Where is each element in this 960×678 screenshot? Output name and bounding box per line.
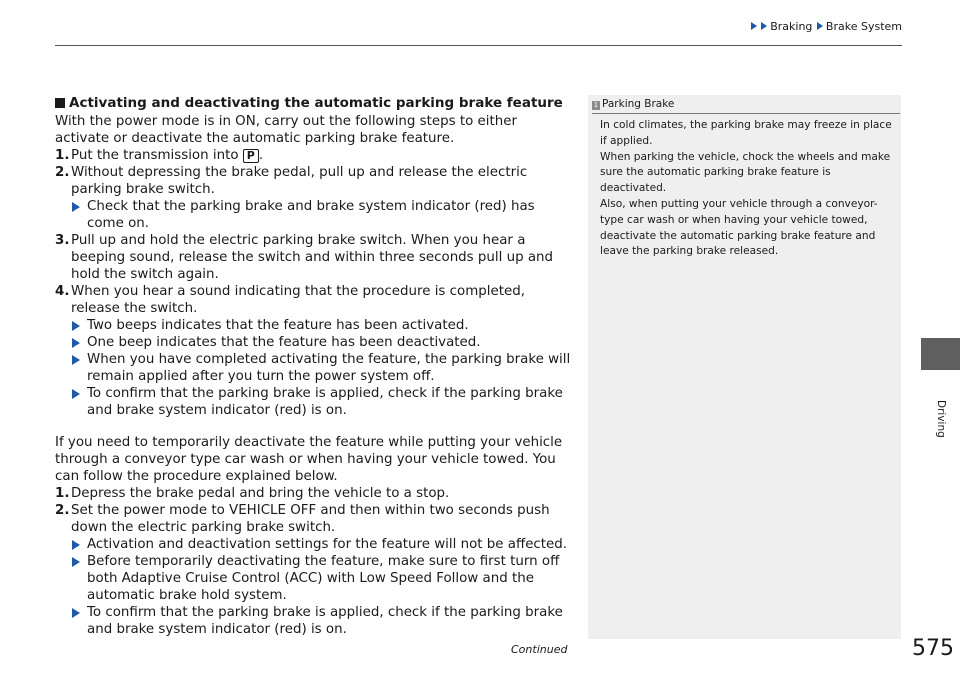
sub-item (71, 317, 575, 334)
sub-item-text: Activation and deactivation settings for the feature will not be affected. (87, 537, 568, 552)
sidebar-note (588, 95, 901, 639)
temp-step-1 (55, 485, 575, 502)
sub-item (71, 198, 575, 232)
sidebar-body: In cold climates, the parking brake may freeze in place if applied. When parking the vehicle, chock the wheels and make sure the automatic parking brake feature is deactivated. Also, when putting your vehicle through a conveyor-type car wash or when having your vehicle towed, deactivate the automatic parking brake feature and leave the parking brake released. (600, 119, 892, 258)
note-number-icon: 1 (593, 101, 599, 109)
step-number: 1. (55, 148, 70, 163)
step-1 (55, 147, 575, 164)
arrow-bullet-icon (72, 540, 80, 550)
step-number: 2. (55, 503, 70, 518)
breadcrumb-brake-system[interactable]: Brake System (825, 20, 902, 33)
arrow-bullet-icon (72, 389, 80, 399)
arrow-bullet-icon (72, 338, 80, 348)
square-bullet-icon (55, 98, 65, 108)
sub-item (71, 351, 575, 385)
arrow-bullet-icon (72, 557, 80, 567)
temporary-intro-text: If you need to temporarily deactivate the feature while putting your vehicle through a conveyor type car wash or when having your vehicle towed. You can follow the procedure explained below. (55, 435, 563, 484)
step-text-end: . (258, 148, 264, 163)
sidebar-title-text[interactable]: Parking Brake (602, 98, 675, 110)
arrow-bullet-icon (72, 608, 80, 618)
breadcrumb-braking[interactable]: Braking (770, 20, 813, 33)
main-content (55, 95, 575, 638)
step-text: Pull up and hold the electric parking brake switch. When you hear a beeping sound, release the switch and within three seconds pull up and hold the switch again. (71, 233, 554, 282)
arrow-icon (751, 22, 757, 30)
step-text: Without depressing the brake pedal, pull up and release the electric parking brake switch. (71, 165, 528, 197)
arrow-bullet-icon (72, 202, 80, 212)
intro-text: With the power mode is in ON, carry out the following steps to either activate or deactivate the automatic parking brake feature. (55, 114, 517, 146)
step-3 (55, 232, 575, 283)
arrow-bullet-icon (72, 355, 80, 365)
step-text: When you hear a sound indicating that the procedure is completed, release the switch. (71, 284, 525, 316)
sub-item (71, 385, 575, 419)
step-2 (55, 164, 575, 198)
sidebar-title (592, 98, 901, 110)
sub-item-text: Two beeps indicates that the feature has been activated. (87, 318, 469, 333)
chapter-tab[interactable] (921, 338, 960, 370)
step-text: Put the transmission into (71, 148, 239, 163)
sub-item-text: One beep indicates that the feature has been deactivated. (87, 335, 481, 350)
sub-item (71, 536, 575, 553)
breadcrumb (750, 20, 902, 33)
sub-item-text: To confirm that the parking brake is applied, check if the parking brake and brake system indicator (red) is on. (87, 605, 563, 637)
arrow-icon (817, 22, 823, 30)
step-number: 3. (55, 233, 70, 248)
sub-item (71, 334, 575, 351)
sub-item (71, 553, 575, 604)
park-key-icon: P (243, 149, 259, 163)
section-heading-text: Activating and deactivating the automatic parking brake feature (69, 95, 563, 111)
chapter-tab-label[interactable]: Driving (935, 400, 947, 438)
sub-item-text: When you have completed activating the feature, the parking brake will remain applied after you turn the power system off. (87, 352, 571, 384)
page-number: 575 (912, 636, 954, 661)
temp-step-2 (55, 502, 575, 536)
step-number: 4. (55, 284, 70, 299)
arrow-bullet-icon (72, 321, 80, 331)
sidebar-divider (592, 113, 900, 114)
header-divider (55, 45, 902, 46)
sub-item-text: To confirm that the parking brake is applied, check if the parking brake and brake system indicator (red) is on. (87, 386, 563, 418)
section-heading (55, 95, 575, 112)
continued-label: Continued (511, 643, 568, 656)
step-text: Set the power mode to VEHICLE OFF and then within two seconds push down the electric parking brake switch. (71, 503, 550, 535)
sub-item-text: Check that the parking brake and brake system indicator (red) has come on. (87, 199, 535, 231)
sub-item (71, 604, 575, 638)
arrow-icon (761, 22, 767, 30)
step-4 (55, 283, 575, 317)
step-number: 1. (55, 486, 70, 501)
step-number: 2. (55, 165, 70, 180)
step-text: Depress the brake pedal and bring the vehicle to a stop. (71, 486, 450, 501)
sub-item-text: Before temporarily deactivating the feature, make sure to first turn off both Adaptive Cruise Control (ACC) with Low Speed Follow and the automatic brake hold system. (87, 554, 560, 603)
